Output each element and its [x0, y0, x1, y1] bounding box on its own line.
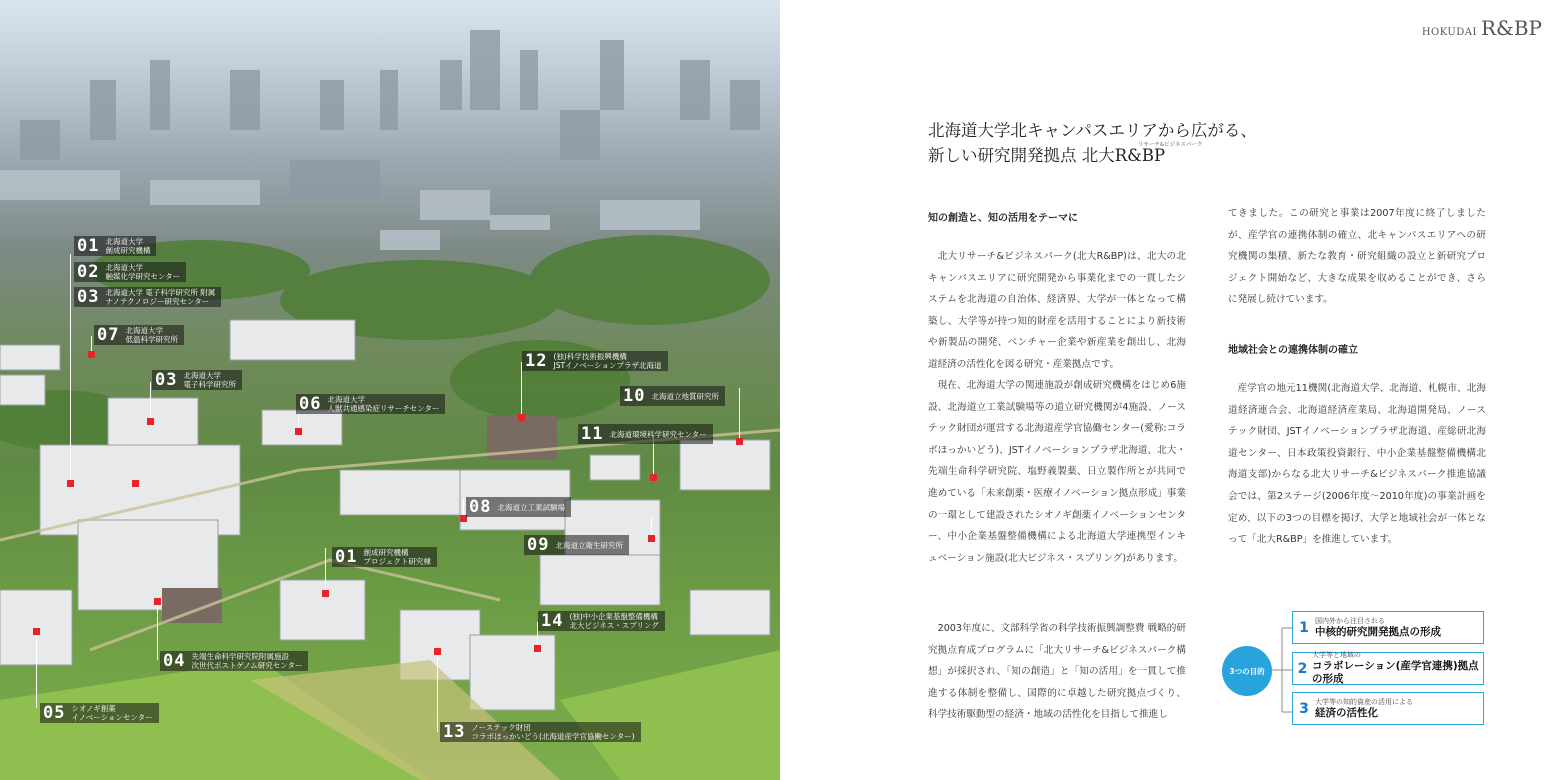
facility-label: 06 北海道大学 人獣共通感染症リサーチセンター [296, 394, 445, 414]
location-marker [650, 474, 657, 481]
body-paragraph: てきました。この研究と事業は2007年度に終了しましたが、産学官の連携体制の確立、北キャンパスエリアへの研究機関の集積、新たな教育・研究組織の設立と新研究プロジェクト開始など、大きな成果を収めることができ、さらに発展し続けています。 [1228, 208, 1486, 306]
facility-label: 09 北海道立衛生研究所 [524, 535, 629, 555]
leader-line [157, 600, 158, 660]
leader-line [36, 630, 37, 708]
leader-line [70, 254, 71, 484]
section-heading: 知の創造と、知の活用をテーマに [928, 213, 1078, 224]
facility-label: 14 (独)中小企業基盤整備機構 北大ビジネス・スプリング [538, 611, 665, 631]
goal-number: 2 [1297, 660, 1308, 677]
facility-label: 01 北海道大学 創成研究機構 [74, 236, 156, 256]
location-marker [154, 598, 161, 605]
section-heading: 地域社会との連携体制の確立 [1228, 345, 1358, 356]
location-marker [534, 645, 541, 652]
leader-line [325, 548, 326, 593]
brand-prefix: HOKUDAI [1421, 27, 1477, 38]
facility-label: 13 ノーステック財団 コラボほっかいどう(北海道産学官協働センター) [440, 722, 641, 742]
goals-center-circle: 3つの目的 [1222, 646, 1272, 696]
facility-label: 08 北海道立工業試験場 [466, 497, 571, 517]
headline-line-2: 新しい研究開発拠点 北大R&BP [928, 146, 1166, 165]
location-marker [132, 480, 139, 487]
location-marker [322, 590, 329, 597]
location-marker [295, 428, 302, 435]
facility-label: 03 北海道大学 電子科学研究所 [152, 370, 242, 390]
location-marker [88, 351, 95, 358]
goal-box-1 [1292, 611, 1484, 644]
leader-line [150, 382, 151, 422]
goal-box-3 [1292, 692, 1484, 725]
body-paragraph: 現在、北海道大学の関連施設が創成研究機構をはじめ6施設、北海道立工業試験場等の道立研究機関が4施設、ノーステック財団が運営する北海道産学官協働センター(愛称:コラボほっかいどう)、JSTイノベーションプラザ北海道、北大・先端生命科学研究院、塩野義製薬、日立製作所とが共同で進めている「未来創薬・医療イノベーション拠点形成」事業の一環として建設されたシオノギ創薬イノベーションセンター、中小企業基盤整備機構による北海道大学連携型インキュベーション施設(北大ビジネス・スプリング)があります。 [928, 380, 1186, 564]
facility-label: 03 北海道大学 電子科学研究所 附属 ナノテクノロジー研究センター [74, 287, 221, 307]
location-marker [518, 414, 525, 421]
goal-subtitle: 大学等の知的資産の活用による [1315, 697, 1413, 706]
headline-line-1: 北海道大学北キャンパスエリアから広がる、 [928, 121, 1257, 140]
location-marker [33, 628, 40, 635]
goal-number: 3 [1299, 700, 1309, 717]
body-paragraph: 北大リサーチ&ビジネスパーク(北大R&BP)は、北大の北キャンパスエリアに研究開発から事業化までの一貫したシステムを北海道の自治体、経済界、大学が一体となって構築し、大学等が持つ知的財産を活用することにより新技術や新製品の開発、ベンチャー企業や新産業を創出し、北海道経済の活性化を図る研究・産業拠点です。 [928, 251, 1186, 370]
location-marker [736, 438, 743, 445]
goal-title: コラボレーション(産学官連携)拠点の形成 [1311, 660, 1479, 685]
goal-number: 1 [1299, 619, 1309, 636]
leader-line [437, 650, 438, 732]
goal-subtitle: 国内外から注目される [1315, 616, 1385, 625]
goal-box-2 [1292, 652, 1484, 685]
facility-label: 04 先端生命科学研究院附属施設 次世代ポストゲノム研究センター [160, 651, 308, 671]
facility-label: 05 シオノギ創薬 イノベーションセンター [40, 703, 159, 723]
facility-label: 12 (独)科学技術振興機構 JSTイノベーションプラザ北海道 [522, 351, 668, 371]
facility-label: 07 北海道大学 低温科学研究所 [94, 325, 184, 345]
brand-mark: R&BP [1480, 16, 1542, 40]
goal-title: 経済の活性化 [1315, 706, 1378, 719]
location-marker [147, 418, 154, 425]
body-paragraph: 2003年度に、文部科学省の科学技術振興調整費 戦略的研究拠点育成プログラムに「北大リサーチ&ビジネスパーク構想」が採択され、「知の創造」と「知の活用」を一貫して推進する体制を整備し、国際的に卓越した研究拠点づくり、科学技術駆動型の経済・地域の活性化を目指して推進し [928, 623, 1186, 721]
brand-logo [1422, 16, 1542, 40]
facility-label: 10 北海道立地質研究所 [620, 386, 725, 406]
facility-label: 11 北海道環境科学研究センター [578, 424, 713, 444]
body-paragraph: 産学官の地元11機関(北海道大学、北海道、札幌市、北海道経済連合会、北海道経済産業局、北海道開発局、ノーステック財団、JSTイノベーションプラザ北海道、産総研北海道センター、日本政策投資銀行、中小企業基盤整備機構北海道支部)からなる北大リサーチ&ビジネスパーク推進協議会では、第2ステージ(2006年度〜2010年度)の事業計画を定め、以下の3つの目標を掲げ、大学と地域社会が一体となって「北大R&BP」を推進しています。 [1228, 383, 1486, 546]
facility-label: 01 創成研究機構 プロジェクト研究棟 [332, 547, 437, 567]
facility-label: 02 北海道大学 触媒化学研究センター [74, 262, 186, 282]
headline-ruby: リサーチ&ビジネスパーク [1138, 142, 1203, 148]
location-marker [648, 535, 655, 542]
location-marker [434, 648, 441, 655]
goal-title: 中核的研究開発拠点の形成 [1315, 625, 1441, 638]
leader-line [739, 388, 740, 440]
goals-connector-lines [1272, 620, 1294, 720]
goal-subtitle: 大学等と地域の [1311, 651, 1361, 659]
page-headline [928, 118, 1257, 168]
location-marker [67, 480, 74, 487]
